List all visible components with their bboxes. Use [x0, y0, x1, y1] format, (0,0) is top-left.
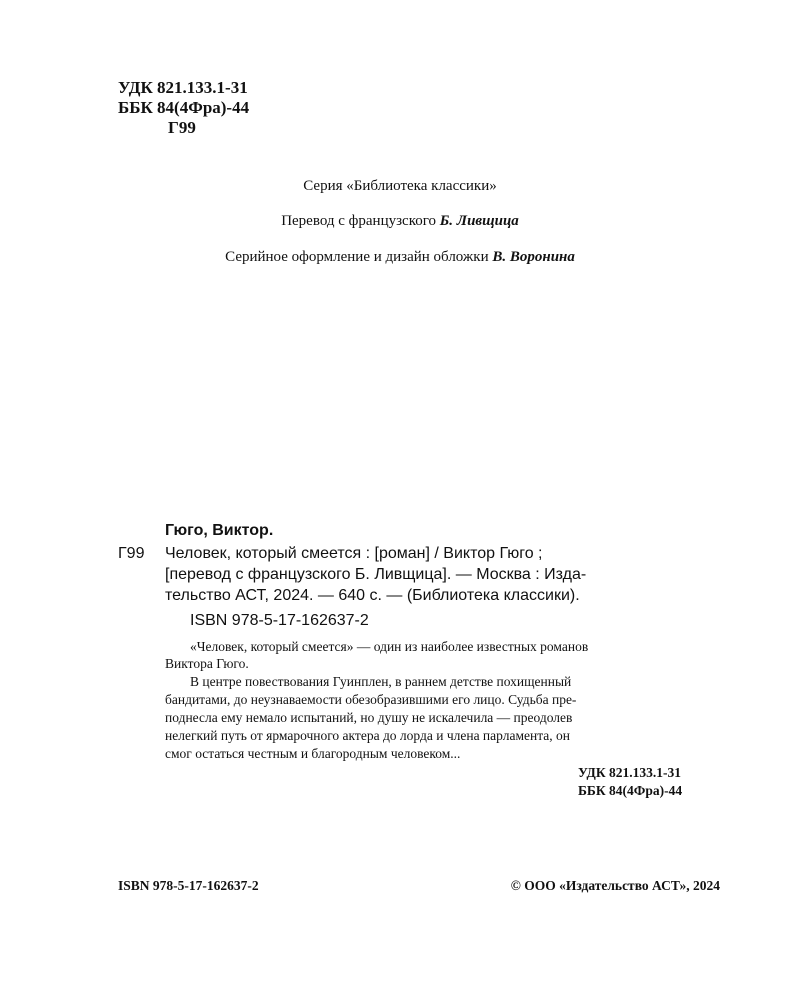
entry-line: Человек, который смеется : [роман] / Виктор Гюго ;: [165, 545, 543, 562]
top-author-sign: Г99: [168, 118, 196, 137]
design-line: [0, 248, 800, 266]
series-line: Серия «Библиотека классики»: [303, 178, 497, 194]
annotation-line: «Человек, который смеется» — один из наиболее известных романов: [190, 639, 589, 654]
annotation-bbk: ББК 84(4Фра)-44: [578, 783, 683, 798]
entry-line: [перевод с французского Б. Ливщица]. — Москва : Изда-: [165, 566, 587, 583]
annotation-line: бандитами, до неузнаваемости обезобразившими его лицо. Судьба пре-: [165, 692, 577, 707]
footer-copyright: © ООО «Издательство АСТ», 2024: [510, 878, 720, 893]
translator-name: Б. Ливщица: [439, 213, 519, 229]
design-prefix: Серийное оформление и дизайн обложки: [225, 249, 489, 265]
top-bbk: ББК 84(4Фра)-44: [118, 98, 250, 117]
entry-author-sign: Г99: [118, 545, 145, 562]
annotation-line: В центре повествования Гуинплен, в раннем детстве похищенный: [190, 674, 572, 689]
designer-name: В. Воронина: [492, 249, 575, 265]
entry-author-heading: Гюго, Виктор.: [165, 522, 274, 539]
translation-prefix: Перевод с французского: [281, 213, 436, 229]
entry-isbn: ISBN 978-5-17-162637-2: [190, 612, 369, 629]
annotation-line: смог остаться честным и благородным человеком...: [165, 746, 461, 761]
annotation-udk: УДК 821.133.1-31: [578, 765, 681, 780]
top-udk: УДК 821.133.1-31: [118, 78, 248, 97]
translation-line: [0, 212, 800, 230]
annotation-line: Виктора Гюго.: [165, 656, 249, 671]
footer-isbn: ISBN 978-5-17-162637-2: [118, 878, 259, 893]
annotation-line: поднесла ему немало испытаний, но душу не искалечила — преодолев: [165, 710, 573, 725]
entry-line: тельство АСТ, 2024. — 640 с. — (Библиотека классики).: [165, 587, 580, 604]
annotation-line: нелегкий путь от ярмарочного актера до лорда и члена парламента, он: [165, 728, 570, 743]
